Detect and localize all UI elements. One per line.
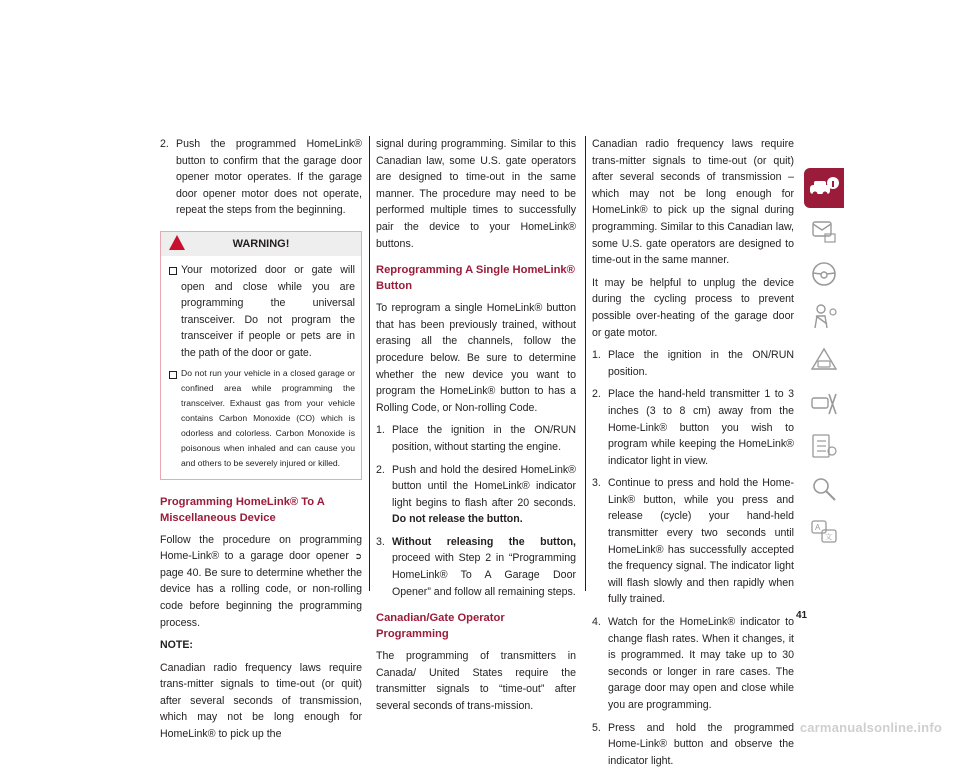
- car-info-icon: [808, 176, 840, 200]
- tab-steering[interactable]: [804, 254, 844, 294]
- section-heading: Reprogramming A Single HomeLink® Button: [376, 264, 575, 293]
- bullet-box-icon: [169, 371, 177, 379]
- step-list-col2: [376, 422, 576, 600]
- warning-box: [160, 231, 362, 480]
- step-list-col1: [160, 136, 362, 219]
- bullet-box-icon: [169, 267, 177, 275]
- note-label: NOTE:: [160, 639, 193, 652]
- warning-item-text: Your motorized door or gate will open and close while you are programming the universal transceiver. Do not program the transceiver if people or pets are in the path of the door or gate.: [181, 263, 355, 359]
- step-number: 2.: [592, 388, 601, 401]
- step-text: Place the ignition in the ON/RUN position.: [608, 349, 794, 378]
- list-item: [160, 136, 362, 219]
- tab-car-info[interactable]: [804, 168, 844, 208]
- tab-road-hazard[interactable]: [804, 340, 844, 380]
- column-2: [376, 136, 576, 721]
- svg-text:A: A: [815, 523, 821, 532]
- language-icon: [809, 517, 839, 547]
- tools-icon: [809, 388, 839, 418]
- step-text: Place the hand-held transmitter 1 to 3 inches (3 to 8 cm) away from the Home-Link® button you wish to program while keeping the HomeLink® indicator light in view.: [608, 388, 794, 467]
- step-text: Press and hold the programmed Home-Link® button and observe the indicator light.: [608, 721, 794, 767]
- step-number: 1.: [376, 424, 385, 437]
- column-divider: [585, 136, 586, 591]
- list-item: [592, 720, 794, 770]
- paragraph: [160, 532, 362, 632]
- warning-triangle-icon: [169, 235, 185, 250]
- tab-tools[interactable]: [804, 383, 844, 423]
- list-item: [592, 347, 794, 380]
- checklist-icon: [809, 431, 839, 461]
- note-text: Canadian radio frequency laws require trans-mitter signals to time-out (or quit) after several seconds of transmission, which may not be long enough for HomeLink® to pick up the: [160, 661, 362, 741]
- section-heading: Programming HomeLink® To A Miscellaneous Device: [160, 495, 325, 524]
- paragraph-text: page 40. Be sure to determine whether the device has a rolling code, or non-rolling code before beginning the programming process.: [160, 566, 362, 629]
- step-text: Place the ignition in the ON/RUN position, without starting the engine.: [392, 424, 576, 453]
- step-number: 3.: [376, 535, 385, 548]
- column-3: [592, 136, 794, 775]
- tab-checklist[interactable]: [804, 426, 844, 466]
- passenger-safety-icon: [809, 302, 839, 332]
- tab-language[interactable]: [804, 512, 844, 552]
- step-text: proceed with Step 2 in “Programming HomeLink® To A Garage Door Opener” and follow all remaining steps.: [392, 552, 576, 598]
- step-text: Push and hold the desired HomeLink® button until the HomeLink® indicator light begins to flash after 20 seconds.: [392, 463, 576, 509]
- tab-passenger-safety[interactable]: [804, 297, 844, 337]
- warning-title: WARNING!: [232, 237, 290, 250]
- paragraph: It may be helpful to unplug the device during the cycling process to prevent possible over-heating of the garage door or gate motor.: [592, 276, 794, 339]
- paragraph: signal during programming. Similar to this Canadian law, some U.S. gate operators are designed to time-out in the same manner. The procedure may need to be performed multiple times to successfully pair the device to your HomeLink® buttons.: [376, 138, 576, 250]
- column-1: [160, 136, 362, 749]
- paragraph: To reprogram a single HomeLink® button that has been previously trained, without erasing all the channels, follow the procedure below. Be sure to determine whether the new device you want to program the HomeLink® button to has a Rolling Code, or Non-rolling Code.: [376, 302, 576, 414]
- list-item: [376, 422, 576, 455]
- step-number: 3.: [592, 477, 601, 490]
- column-divider: [369, 136, 370, 591]
- steering-wheel-icon: [809, 259, 839, 289]
- warning-item: [169, 366, 355, 471]
- tab-warning-lights[interactable]: [804, 211, 844, 251]
- step-text: Watch for the HomeLink® indicator to change flash rates. When it changes, it is programmed. It may take up to 30 seconds or longer in rare cases. The garage door may open and close while you are programming.: [608, 616, 794, 711]
- step-text: Continue to press and hold the Home-Link® button, while you press and release (cycle) your hand-held transmitter every two seconds until HomeLink® has successfully accepted the frequency signal. The indicator light will flash slowly and then rapidly when fully trained.: [608, 477, 794, 606]
- step-number: 1.: [592, 349, 601, 362]
- list-item: [592, 386, 794, 469]
- watermark: carmanualsonline.info: [799, 720, 942, 735]
- warning-item: [169, 262, 355, 362]
- list-item: [376, 534, 576, 600]
- paragraph-text: Follow the procedure on programming Home-Link® to a garage door opener: [160, 533, 362, 563]
- section-heading: Canadian/Gate Operator Programming: [376, 612, 505, 641]
- warning-item-text: Do not run your vehicle in a closed garage or confined area while programming the transceiver. Exhaust gas from your vehicle contains Carbon Monoxide (CO) which is odorless and colorless. Carbon Monoxide is poisonous when inhaled and can cause you and others to be severely injured or killed.: [181, 367, 355, 468]
- road-hazard-icon: [809, 345, 839, 375]
- step-emphasis: Without releasing the button,: [392, 535, 576, 548]
- paragraph: The programming of transmitters in Canada/ United States require the transmitter signals to “time-out” after several seconds of trans-mission.: [376, 650, 576, 713]
- warning-body: [161, 256, 361, 479]
- warning-header: [161, 232, 361, 256]
- step-text: Push the programmed HomeLink® button to confirm that the garage door opener motor operates. If the garage door opener motor does not operate, repeat the steps from the beginning.: [176, 138, 362, 217]
- tab-search[interactable]: [804, 469, 844, 509]
- list-item: [376, 462, 576, 528]
- step-number: 2.: [160, 138, 169, 150]
- chapter-tabs: [804, 168, 844, 555]
- page-reference-arrow-icon[interactable]: ➲: [354, 551, 362, 562]
- step-emphasis: Do not release the button.: [392, 513, 523, 526]
- svg-text:文: 文: [825, 534, 832, 541]
- step-number: 2.: [376, 463, 385, 476]
- warning-lights-icon: [809, 216, 839, 246]
- list-item: [592, 614, 794, 714]
- page-number: 41: [796, 610, 808, 621]
- paragraph: Canadian radio frequency laws require trans-mitter signals to time-out (or quit) after several seconds of transmission – which may not be long enough for HomeLink® to pick up the signal during programming. Similar to this Canadian law, some U.S. gate operators are designed to time-out in the same manner.: [592, 138, 794, 267]
- step-number: 4.: [592, 616, 601, 629]
- step-list-col3: [592, 347, 794, 769]
- search-icon: [809, 474, 839, 504]
- step-number: 5.: [592, 721, 601, 734]
- list-item: [592, 475, 794, 608]
